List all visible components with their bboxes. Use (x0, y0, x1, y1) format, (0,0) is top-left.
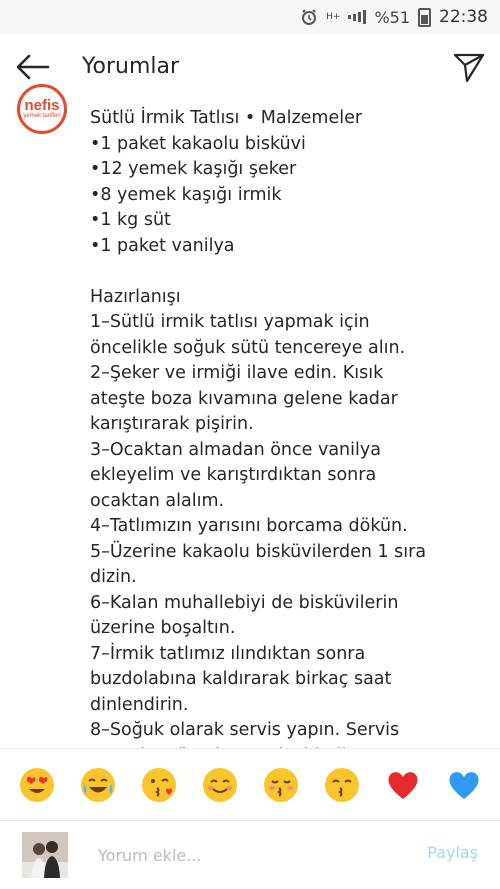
smiling-emoji[interactable] (201, 766, 239, 804)
blue-heart-emoji[interactable] (445, 766, 483, 804)
comment-line: 7–İrmik tatlımız ılındıktan sonra (90, 643, 366, 664)
kissing-smiling-eyes-emoji[interactable] (323, 766, 361, 804)
comment-line: buzdolabına kaldırarak birkaç saat (90, 669, 392, 689)
comment-input[interactable] (98, 841, 368, 869)
kissing-closed-eyes-emoji[interactable] (262, 766, 300, 804)
send-button[interactable] (452, 50, 486, 84)
comment-line: ateşte boza kıvamına gelene kadar (90, 388, 398, 409)
share-button[interactable]: Paylaş (427, 843, 478, 862)
user-avatar (22, 832, 68, 878)
comment-line: •1 paket kakaolu bisküvi (90, 133, 306, 154)
comment-line: üzerine boşaltın. (90, 618, 236, 638)
comment-input-bar (0, 820, 500, 889)
comment-line: dinlendirin. (90, 694, 189, 715)
commenter-avatar[interactable] (17, 84, 67, 134)
comment-line: ocaktan alalım. (90, 490, 225, 511)
battery-percent: %51 (374, 7, 410, 27)
comment-body (90, 106, 492, 769)
comment-line: •1 kg süt (90, 210, 171, 230)
status-bar (0, 0, 500, 34)
logo-subtext: yemek tarifleri (23, 113, 61, 119)
red-heart-emoji[interactable] (384, 766, 422, 804)
comment-line: 2–Şeker ve irmiği ilave edin. Kısık (90, 363, 384, 383)
comment-line: 8–Soğuk olarak servis yapın. Servis (90, 720, 400, 740)
send-icon (452, 50, 486, 84)
comment-line: 1–Sütlü irmik tatlısı yapmak için (90, 312, 370, 332)
comment-line: •8 yemek kaşığı irmik (90, 184, 282, 205)
heart-eyes-emoji[interactable] (18, 766, 56, 804)
comment-line: Sütlü İrmik Tatlısı • Malzemeler (90, 108, 363, 128)
comment-line: •12 yemek kaşığı şeker (90, 159, 297, 179)
kissing-heart-emoji[interactable] (140, 766, 178, 804)
arrow-left-icon (14, 52, 50, 82)
clock: 22:38 (439, 7, 488, 27)
tears-of-joy-emoji[interactable] (79, 766, 117, 804)
comment-line: 6–Kalan muhallebiyi de bisküvilerin (90, 592, 399, 613)
emoji-quick-bar (0, 748, 500, 820)
comment-line: dizin. (90, 567, 137, 587)
logo-wordmark: nefis (24, 97, 60, 114)
page-title: Yorumlar (82, 54, 180, 79)
comment-thread (0, 97, 500, 748)
back-button[interactable] (14, 52, 50, 82)
comment-line: 3–Ocaktan almadan önce vanilya (90, 439, 381, 460)
comment-line: karıştırarak pişirin. (90, 414, 254, 434)
app-bar (0, 34, 500, 100)
comment-line: 5–Üzerine kakaolu bisküvilerden 1 sıra (90, 541, 427, 562)
comment-line: •1 paket vanilya (90, 235, 235, 256)
comment-line: Hazırlanışı (90, 286, 181, 307)
alarm-icon (300, 8, 318, 26)
comment-line: 4–Tatlımızın yarısını borcama dökün. (90, 516, 408, 536)
comment-line (90, 259, 492, 285)
signal-icon (348, 10, 366, 24)
battery-icon (418, 8, 431, 27)
comment-line: ekleyelim ve karıştırdıktan sonra (90, 465, 377, 485)
network-type: H+ (326, 11, 341, 22)
comment-line: öncelikle soğuk sütü tencereye alın. (90, 337, 406, 358)
